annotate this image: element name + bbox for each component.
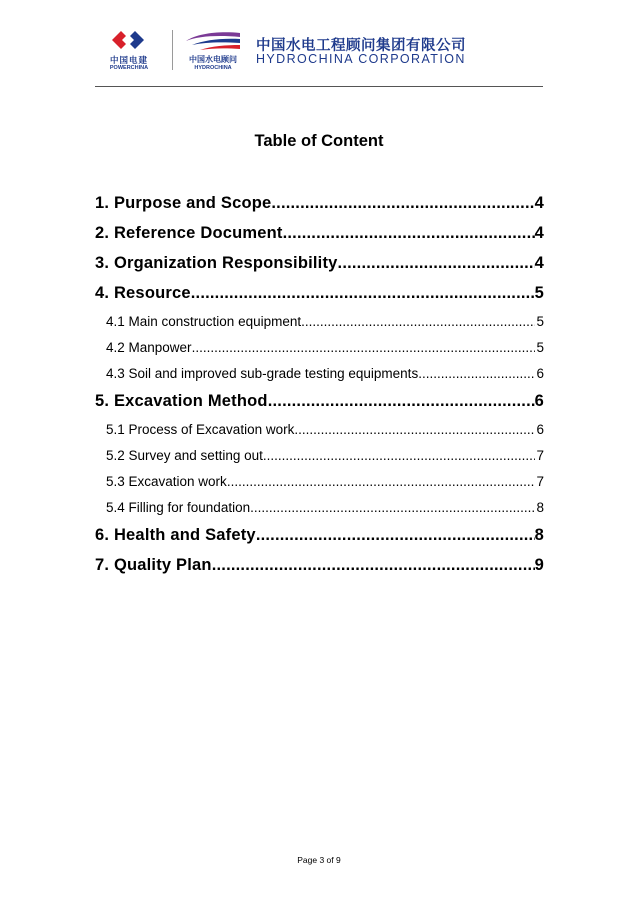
toc-page-number: 8 xyxy=(534,526,544,544)
toc-entry-resource[interactable] xyxy=(95,280,544,310)
toc-dot-leader xyxy=(256,522,535,548)
toc-entry-label: 5.4 Filling for foundation xyxy=(106,500,251,515)
powerchina-emblem-icon xyxy=(108,28,148,52)
toc-entry-label: 2. Reference Document xyxy=(95,224,283,242)
toc-dot-leader xyxy=(192,336,536,360)
powerchina-cn-text: 中国电建 xyxy=(109,55,148,65)
powerchina-logo xyxy=(98,28,158,72)
toc-dot-leader xyxy=(283,220,535,246)
toc-dot-leader xyxy=(338,250,535,276)
header-divider-line xyxy=(95,86,543,87)
toc-page-number: 5 xyxy=(534,284,544,302)
toc-dot-leader xyxy=(263,444,536,468)
hydrochina-swoosh-icon xyxy=(184,30,242,52)
toc-entry-process-of-excavation-work[interactable] xyxy=(95,418,544,444)
toc-entry-label: 1. Purpose and Scope xyxy=(95,194,272,212)
toc-page-number: 9 xyxy=(534,556,544,574)
toc-page-number: 6 xyxy=(536,422,544,437)
toc-dot-leader xyxy=(212,552,535,578)
toc-entry-survey-and-setting-out[interactable] xyxy=(95,444,544,470)
toc-entry-quality-plan[interactable] xyxy=(95,552,544,582)
corporation-cn-name: 中国水电工程顾问集团有限公司 xyxy=(256,38,466,54)
toc-page-number: 5 xyxy=(536,314,544,329)
toc-dot-leader xyxy=(250,496,535,520)
toc-page-number: 7 xyxy=(536,474,544,489)
toc-dot-leader xyxy=(301,310,535,334)
toc-entry-organization-responsibility[interactable] xyxy=(95,250,544,280)
toc-title: Table of Content xyxy=(254,132,384,150)
toc-entry-label: 7. Quality Plan xyxy=(95,556,212,574)
toc-entry-excavation-work[interactable] xyxy=(95,470,544,496)
logo-divider xyxy=(172,30,173,70)
toc-entry-main-construction-equipment[interactable] xyxy=(95,310,544,336)
toc-page-number: 6 xyxy=(534,392,544,410)
toc-page-number: 6 xyxy=(536,366,544,381)
page-header xyxy=(0,0,638,90)
toc-entry-label: 4. Resource xyxy=(95,284,191,302)
toc-entry-label: 5.1 Process of Excavation work xyxy=(106,422,295,437)
toc-entry-label: 3. Organization Responsibility xyxy=(95,254,338,272)
toc-entry-label: 5. Excavation Method xyxy=(95,392,268,410)
toc-page-number: 7 xyxy=(536,448,544,463)
toc-dot-leader xyxy=(294,418,535,442)
toc-dot-leader xyxy=(191,280,535,306)
toc-entry-filling-for-foundation[interactable] xyxy=(95,496,544,522)
toc-entry-label: 5.2 Survey and setting out xyxy=(106,448,263,463)
toc-dot-leader xyxy=(418,362,535,386)
toc-entry-label: 4.1 Main construction equipment xyxy=(106,314,302,329)
toc-entry-manpower[interactable] xyxy=(95,336,544,362)
toc-page-number: 5 xyxy=(536,340,544,355)
toc-entry-excavation-method[interactable] xyxy=(95,388,544,418)
toc-page-number: 4 xyxy=(534,254,544,272)
toc-entry-label: 4.3 Soil and improved sub-grade testing equipments xyxy=(106,366,419,381)
toc-page-number: 4 xyxy=(534,194,544,212)
toc-entry-label: 4.2 Manpower xyxy=(106,340,192,355)
hydrochina-en-text: HYDROCHINA xyxy=(194,65,232,71)
corporation-en-name: HYDROCHINA CORPORATION xyxy=(256,52,466,66)
toc-entry-label: 5.3 Excavation work xyxy=(106,474,227,489)
table-of-contents xyxy=(95,190,544,582)
toc-entry-label: 6. Health and Safety xyxy=(95,526,256,544)
toc-dot-leader xyxy=(268,388,535,414)
toc-page-number: 4 xyxy=(534,224,544,242)
page-footer: Page 3 of 9 xyxy=(297,855,341,865)
hydrochina-cn-text: 中国水电顾问 xyxy=(189,55,237,64)
toc-dot-leader xyxy=(271,190,534,216)
toc-entry-reference-document[interactable] xyxy=(95,220,544,250)
powerchina-en-text: POWERCHINA xyxy=(109,65,149,71)
toc-entry-soil-testing-equipments[interactable] xyxy=(95,362,544,388)
toc-page-number: 8 xyxy=(536,500,544,515)
toc-dot-leader xyxy=(227,470,536,494)
hydrochina-logo xyxy=(180,28,246,72)
toc-entry-purpose-and-scope[interactable] xyxy=(95,190,544,220)
toc-entry-health-and-safety[interactable] xyxy=(95,522,544,552)
